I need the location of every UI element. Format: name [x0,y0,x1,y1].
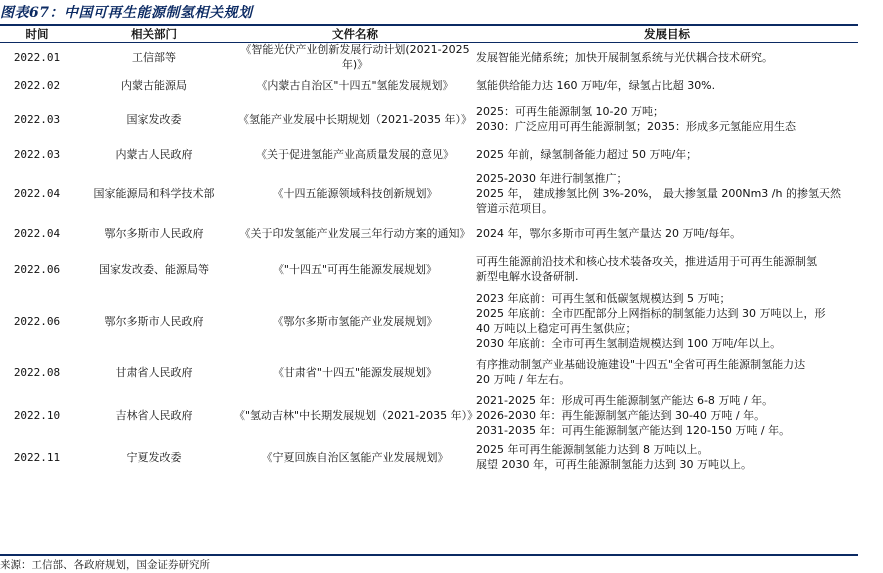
goal-line: 2025 年底前：全市匹配部分上网指标的制氢能力达到 30 万吨以上，形 [476,307,826,320]
table-row [0,218,858,249]
goal-line: 2025-2030 年进行制氢推广； [476,172,628,185]
document-name-cell: 《关于印发氢能产业发展三年行动方案的通知》 [239,227,471,240]
department-cell: 工信部等 [132,50,176,64]
table-header-row [0,25,858,42]
source-note: 来源：工信部、各政府规划，国金证券研究所 [0,559,210,571]
time-cell: 2022.04 [13,227,61,240]
goal-cell [476,99,858,139]
document-name-cell: 《"十四五"可再生能源发展规划》 [272,262,438,276]
goal-line: 发展智能光储系统；加快开展制氢系统与光伏耦合技术研究。 [476,50,773,64]
goal-cell [476,391,858,440]
department-cell: 内蒙古人民政府 [115,147,193,161]
goal-line: 2025 年前，绿氢制备能力超过 50 万吨/年； [476,147,698,161]
time-cell: 2022.08 [13,365,61,379]
goal-line: 管道示范项目。 [476,202,553,215]
goal-cell [476,249,858,289]
header-file: 文件名称 [332,26,378,41]
policy-table [0,25,858,474]
goal-cell [476,289,858,353]
department-cell: 甘肃省人民政府 [115,365,193,379]
goal-line: 新型电解水设备研制. [476,270,579,283]
goal-line: 2025 年， 建成掺氢比例 3%-20%， 最大掺氢量 200Nm3 /h 的掺氢天然 [476,187,841,200]
document-name-cell: 《智能光伏产业创新发展行动计划(2021-2025 年)》 [240,43,470,71]
time-cell: 2022.02 [13,79,61,92]
table-row [0,289,858,353]
goal-cell [476,218,858,249]
goal-line: 有序推动制氢产业基础设施建设"十四五"全省可再生能源制氢能力达 [476,358,806,371]
header-goal: 发展目标 [644,26,690,41]
table-row [0,169,858,218]
goal-cell [476,42,858,72]
goal-line: 2031-2035 年：可再生能源制氢产能达到 120-150 万吨 / 年。 [476,424,791,437]
department-cell: 宁夏发改委 [126,450,182,464]
department-cell: 吉林省人民政府 [115,409,193,422]
table-row [0,391,858,440]
department-cell: 鄂尔多斯市人民政府 [104,314,204,328]
goal-line: 2026-2030 年：再生能源制氢产能达到 30-40 万吨 / 年。 [476,409,766,422]
department-cell: 国家发改委 [126,112,182,126]
document-name-cell: 《十四五能源领域科技创新规划》 [272,187,438,200]
time-cell: 2022.01 [13,50,61,64]
department-cell: 内蒙古能源局 [121,79,187,92]
figure-title: 图表67：中国可再生能源制氢相关规划 [0,5,253,21]
header-rule [0,42,858,43]
goal-line: 2023 年底前：可再生氢和低碳氢规模达到 5 万吨； [476,292,731,305]
document-name-cell: 《"氢动吉林"中长期发展规划（2021-2035 年）》 [234,409,479,422]
goal-line: 可再生能源前沿技术和核心技术装备攻关，推进适用于可再生能源制氢 [476,255,817,268]
department-cell: 国家发改委、能源局等 [99,262,209,276]
time-cell: 2022.11 [13,450,61,464]
goal-line: 2030：广泛应用可再生能源制氢；2035：形成多元氢能应用生态 [476,120,796,133]
goal-line: 2024 年，鄂尔多斯市可再生氢产量达 20 万吨/每年。 [476,227,742,240]
goal-line: 展望 2030 年，可再生能源制氢能力达到 30 万吨以上。 [476,458,752,471]
time-cell: 2022.06 [13,314,61,328]
goal-cell [476,353,858,391]
department-cell: 国家能源局和科学技术部 [93,187,215,200]
header-dept: 相关部门 [131,26,177,41]
document-name-cell: 《鄂尔多斯市氢能产业发展规划》 [272,314,438,328]
document-name-cell: 《内蒙古自治区"十四五"氢能发展规划》 [256,79,454,92]
table-row [0,440,858,474]
goal-line: 2030 年底前：全市可再生氢制造规模达到 100 万吨/年以上。 [476,337,782,350]
table-row [0,99,858,139]
document-name-cell: 《氢能产业发展中长期规划（2021-2035 年）》 [238,112,472,126]
goal-line: 2025：可再生能源制氢 10-20 万吨； [476,105,664,118]
goal-line: 40 万吨以上稳定可再生氢供应； [476,322,637,335]
time-cell: 2022.04 [13,187,61,200]
table-row [0,42,858,72]
goal-line: 2025 年可再生能源制氢能力达到 8 万吨以上。 [476,443,709,456]
goal-cell [476,72,858,99]
goal-cell [476,169,858,218]
document-name-cell: 《关于促进氢能产业高质量发展的意见》 [256,147,454,161]
department-cell: 鄂尔多斯市人民政府 [104,227,204,240]
time-cell: 2022.10 [13,409,61,422]
goal-cell [476,139,858,169]
header-time: 时间 [25,26,49,41]
bottom-rule [0,554,858,556]
time-cell: 2022.03 [13,147,61,161]
goal-line: 氢能供给能力达 160 万吨/年，绿氢占比超 30%. [476,79,716,92]
goal-line: 2021-2025 年：形成可再生能源制氢产能达 6-8 万吨 / 年。 [476,394,774,407]
time-cell: 2022.06 [13,262,61,276]
table-row [0,139,858,169]
document-name-cell: 《宁夏回族自治区氢能产业发展规划》 [261,450,449,464]
document-name-cell: 《甘肃省"十四五"能源发展规划》 [272,365,438,379]
goal-cell [476,440,858,474]
goal-line: 20 万吨 / 年左右。 [476,373,571,386]
table-row [0,72,858,99]
table-row [0,353,858,391]
table-row [0,249,858,289]
time-cell: 2022.03 [13,112,61,126]
